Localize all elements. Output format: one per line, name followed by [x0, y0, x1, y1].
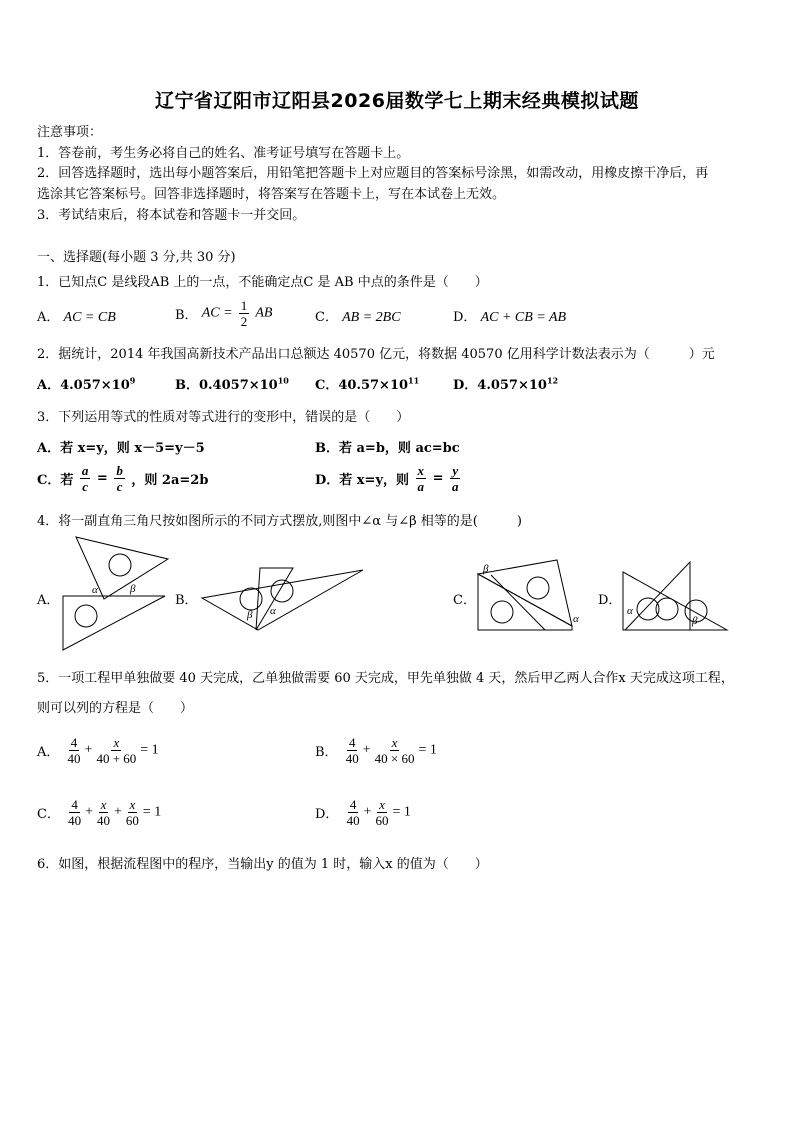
q5-a-n2: x [113, 735, 120, 750]
q1-b-post: AB [255, 305, 273, 321]
q4-c-hypotenuse [491, 575, 545, 630]
q4-d-alpha: α [627, 605, 633, 617]
q3-stem: 3．下列运用等式的性质对等式进行的变形中，错误的是（ ） [37, 410, 410, 425]
q3-d-num1: x [417, 463, 425, 478]
q3-d-pre: D．若 x=y，则 [315, 473, 409, 488]
q5-b-d2: 40 × 60 [374, 751, 415, 766]
q1-option-c [315, 306, 401, 326]
q4-c-alpha: α [573, 613, 579, 625]
notice-heading: 注意事项： [37, 125, 103, 140]
q4-b-hole-right [271, 580, 293, 602]
q3-c-eq: = [96, 471, 108, 486]
q1-option-a [37, 306, 116, 326]
q5-option-a: A． $\frac{4}{40}$ + $\frac{x}{40 + 60}$ = 1 [37, 735, 159, 766]
q5-c-d2: 40 [97, 813, 110, 828]
q4-d-triangle-45 [625, 562, 690, 630]
q4-b-hole-left [240, 588, 262, 610]
q1-b-pre: AC = [201, 305, 233, 321]
q5-d-d1: 40 [346, 813, 360, 828]
q1-c-label: C． [315, 310, 338, 325]
q5-c-n3: x [129, 797, 136, 812]
q5-option-c: C． $\frac{4}{40}$ + $\frac{x}{40}$ + $\frac{x}{60}$ = 1 [37, 797, 162, 828]
q5-d-n1: 4 [349, 797, 357, 812]
q3-d-eq: = [432, 471, 444, 486]
q2-b-exp: 10 [277, 375, 289, 386]
q4-c-hole-top [527, 577, 549, 599]
q2-option-c [315, 374, 419, 393]
q1-b-fraction [239, 298, 250, 329]
q2-option-d [453, 374, 558, 393]
q5-d-d2: 60 [375, 813, 389, 828]
q2-c-base: C．40.57×10 [315, 378, 409, 393]
notice-item-2: 2．回答选择题时，选出每小题答案后，用铅笔把答题卡上对应题目的答案标号涂黑，如需改动，用橡皮擦干净后，再 [37, 166, 709, 181]
q5-a-frac2 [94, 735, 138, 766]
q4-a-triangle-bottom [63, 596, 165, 650]
q5-c-frac3 [124, 797, 141, 828]
q5-b-label: B． [315, 745, 338, 760]
q5-a-n1: 4 [70, 735, 78, 750]
q2-option-b [175, 374, 289, 393]
q4-c-hole-bottom [491, 601, 513, 623]
q5-d-frac1 [345, 797, 362, 828]
q4-a-hole-top [109, 554, 131, 576]
q4-b-beta: β [247, 609, 253, 621]
q4-label-a: A． [37, 593, 60, 608]
q5-b-frac2 [373, 735, 417, 766]
q5-c-rhs: = 1 [142, 804, 162, 820]
q3-d-frac1 [416, 463, 427, 494]
q4-label-c: C． [453, 593, 476, 608]
q4-label-d: D． [598, 593, 622, 608]
q4-a-beta: β [130, 583, 136, 595]
q5-d-n2: x [379, 797, 385, 812]
q5-b-n1: 4 [348, 735, 356, 750]
q5-a-d2: 40 + 60 [96, 751, 137, 766]
q3-c-frac1 [80, 463, 91, 494]
q5-a-rhs: = 1 [140, 742, 159, 758]
q4-a-hole-bottom [75, 605, 97, 627]
q3-d-num2: y [452, 463, 459, 478]
q4-figure-a [55, 535, 170, 655]
q3-d-den2: a [452, 479, 459, 494]
q4-stem: 4．将一副直角三角尺按如图所示的不同方式摆放,则图中∠α 与∠β 相等的是( ) [37, 514, 522, 529]
q3-c-den1: c [82, 479, 89, 494]
q6-stem: 6．如图，根据流程图中的程序，当输出y 的值为 1 时，输入x 的值为（ ） [37, 857, 488, 872]
q5-option-b: B． $\frac{4}{40}$ + $\frac{x}{40 \times 60}$ = 1 [315, 735, 437, 766]
q1-option-d [453, 306, 566, 326]
q5-c-d1: 40 [68, 813, 82, 828]
q5-a-frac1 [66, 735, 83, 766]
q5-c-frac2 [95, 797, 112, 828]
q3-option-b: B．若 a=b，则 ac=bc [315, 441, 460, 456]
q4-label-b: B． [175, 593, 198, 608]
q4-c-beta: β [483, 563, 489, 575]
q5-a-label: A． [37, 745, 60, 760]
q4-a-triangle-top [76, 537, 168, 599]
q4-figure-b [198, 564, 368, 634]
q4-a-alpha: α [92, 584, 98, 596]
q3-c-num1: a [81, 463, 89, 478]
q5-d-frac2 [373, 797, 390, 828]
notice-item-2-cont: 选涂其它答案标号。回答非选择题时，将答案写在答题卡上，写在本试卷上无效。 [37, 187, 506, 202]
q3-option-c [37, 463, 208, 494]
q2-c-exp: 11 [408, 375, 420, 386]
q2-b-base: B．0.4057×10 [175, 378, 278, 393]
q3-d-den1: a [417, 479, 425, 494]
q3-option-a: A．若 x=y，则 x－5=y－5 [37, 441, 205, 456]
q5-b-d1: 40 [345, 751, 359, 766]
q3-c-pre: C．若 [37, 473, 74, 488]
q4-c-triangle-bottom [478, 574, 572, 630]
q3-c-num2: b [116, 463, 123, 478]
q5-c-label: C． [37, 807, 60, 822]
q5-stem: 5．一项工程甲单独做要 40 天完成，乙单独做需要 60 天完成，甲先单独做 4 天，然后甲乙两人合作x 天完成这项工程， [37, 671, 734, 686]
q4-b-triangle-long [202, 570, 363, 630]
notice-item-3: 3．考试结束后，将本试卷和答题卡一并交回。 [37, 208, 306, 223]
q5-option-d: D． $\frac{4}{40}$ + $\frac{x}{60}$ = 1 [315, 797, 411, 828]
q2-d-exp: 12 [546, 375, 559, 386]
q4-figure-d [620, 560, 730, 635]
q2-option-a [37, 374, 135, 393]
q4-b-alpha: α [270, 605, 276, 617]
q5-stem-cont: 则可以列的方程是（ ） [37, 701, 194, 716]
section-heading: 一、选择题(每小题 3 分,共 30 分) [37, 250, 236, 265]
q5-c-n2: x [100, 797, 107, 812]
q5-d-label: D． [315, 807, 339, 822]
q5-b-frac1 [344, 735, 361, 766]
q5-b-n2: x [391, 735, 398, 750]
q1-a-label: A． [37, 310, 60, 325]
q1-a-expr: AC = CB [63, 310, 116, 325]
q1-stem: 1．已知点C 是线段AB 上的一点，不能确定点C 是 AB 中点的条件是（ ） [37, 275, 488, 290]
q5-c-frac1 [66, 797, 83, 828]
q3-c-frac2 [114, 463, 125, 494]
notice-item-1: 1．答卷前，考生务必将自己的姓名、准考证号填写在答题卡上。 [37, 146, 410, 161]
q1-d-expr: AC + CB = AB [480, 310, 567, 325]
q2-a-base: A．4.057×10 [37, 378, 130, 393]
q4-d-beta: β [692, 615, 698, 627]
q3-c-den2: c [116, 479, 123, 494]
q4-figure-c [475, 558, 590, 633]
q3-d-frac2 [450, 463, 461, 494]
q5-d-rhs: = 1 [392, 804, 411, 820]
q1-d-label: D． [453, 310, 477, 325]
q5-c-d3: 60 [125, 813, 139, 828]
q1-option-b [175, 298, 272, 329]
q3-c-post: ，则 2a=2b [131, 473, 209, 488]
q2-a-exp: 9 [129, 375, 136, 386]
q5-b-rhs: = 1 [418, 742, 437, 758]
page-title: 辽宁省辽阳市辽阳县2026届数学七上期末经典模拟试题 [155, 90, 639, 112]
q1-c-expr: AB = 2BC [342, 310, 401, 325]
q3-option-d [315, 463, 463, 494]
q1-b-den: 2 [240, 314, 248, 329]
q2-d-base: D．4.057×10 [453, 378, 547, 393]
q2-stem: 2．据统计，2014 年我国高新技术产品出口总额达 40570 亿元，将数据 40570 亿用科学计数法表示为（ ）元 [37, 347, 715, 362]
q1-b-label: B． [175, 308, 198, 323]
q5-c-n1: 4 [71, 797, 78, 812]
q1-b-num: 1 [240, 298, 248, 313]
q5-a-d1: 40 [67, 751, 81, 766]
